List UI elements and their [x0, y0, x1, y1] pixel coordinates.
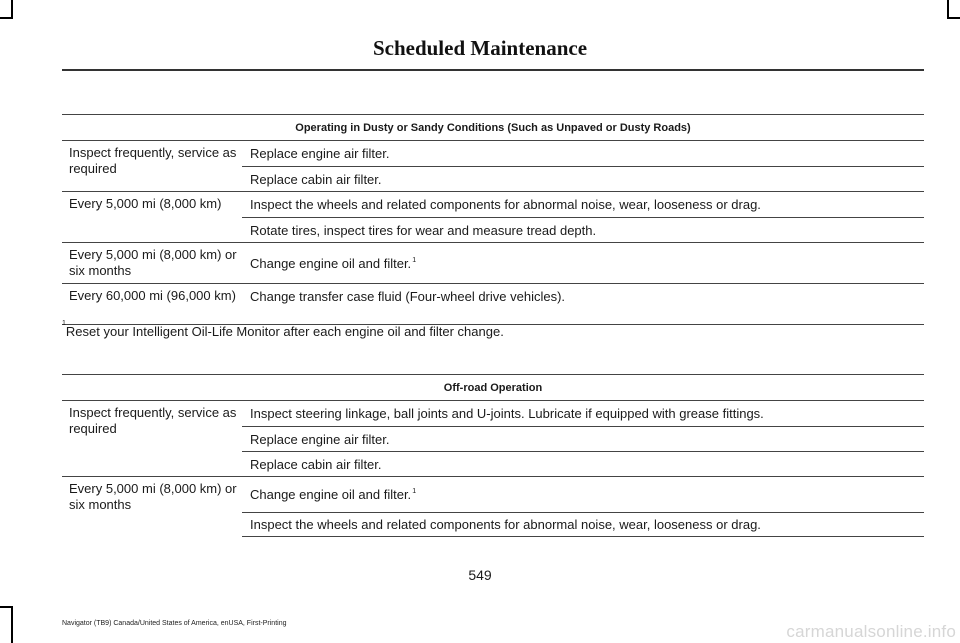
footnote-marker: 1	[412, 256, 417, 264]
watermark: carmanualsonline.info	[786, 622, 956, 641]
interval-cell: Inspect frequently, service as required	[69, 405, 237, 436]
crop-mark-bottom-left-v	[11, 607, 13, 643]
table-heading: Off-road Operation	[62, 374, 924, 401]
table-row-group	[62, 141, 924, 192]
task-cell	[242, 217, 924, 242]
task-text: Change engine oil and filter.	[250, 487, 412, 502]
task-text: Inspect steering linkage, ball joints and U-joints. Lubricate if equipped with grease fittings.	[250, 406, 764, 421]
crop-mark-top-left-v	[11, 0, 13, 18]
task-cell	[242, 284, 924, 324]
task-cell	[242, 512, 924, 537]
task-text: Inspect the wheels and related components for abnormal noise, wear, looseness or drag.	[250, 197, 761, 212]
title-divider	[62, 69, 924, 71]
crop-mark-top-right-h	[947, 17, 960, 19]
crop-mark-top-right-v	[947, 0, 949, 18]
page-title: Scheduled Maintenance	[372, 36, 588, 60]
footnote-marker: 1	[62, 320, 66, 327]
task-cell	[242, 243, 924, 283]
task-text: Replace engine air filter.	[250, 431, 390, 447]
interval-cell: Every 5,000 mi (8,000 km) or six months	[69, 481, 237, 512]
table-row-group	[62, 243, 924, 284]
task-cell	[242, 451, 924, 476]
task-text: Replace cabin air filter.	[250, 171, 382, 187]
footnote-text: Reset your Intelligent Oil-Life Monitor after each engine oil and filter change.	[65, 324, 504, 339]
task-cell	[242, 477, 924, 512]
task-text: Inspect the wheels and related components for abnormal noise, wear, looseness or drag.	[250, 517, 761, 532]
footnote	[62, 320, 504, 339]
task-text: Change transfer case fluid (Four-wheel drive vehicles).	[250, 289, 566, 304]
task-cell	[242, 426, 924, 451]
table-row-group	[62, 284, 924, 325]
maintenance-table-dusty	[62, 114, 924, 325]
print-imprint: Navigator (TB9) Canada/United States of America, enUSA, First-Printing	[62, 620, 287, 627]
task-text: Rotate tires, inspect tires for wear and measure tread depth.	[250, 222, 597, 238]
task-text: Change engine oil and filter.	[250, 255, 412, 271]
task-cell	[242, 141, 924, 166]
crop-mark-top-left-h	[0, 17, 13, 19]
footnote-marker: 1	[412, 488, 417, 495]
task-text: Replace engine air filter.	[250, 146, 390, 161]
maintenance-table-offroad	[62, 374, 924, 537]
task-cell	[242, 401, 924, 426]
table-row-group	[62, 401, 924, 477]
task-cell	[242, 192, 924, 217]
interval-cell: Every 5,000 mi (8,000 km) or six months	[69, 247, 237, 278]
table-heading: Operating in Dusty or Sandy Conditions (Such as Unpaved or Dusty Roads)	[62, 114, 924, 141]
task-text: Replace cabin air filter.	[250, 456, 382, 472]
page-number: 549	[468, 567, 492, 583]
interval-cell: Every 5,000 mi (8,000 km)	[69, 196, 222, 211]
crop-mark-bottom-left-h	[0, 606, 13, 608]
task-cell	[242, 166, 924, 191]
interval-cell: Inspect frequently, service as required	[69, 145, 237, 176]
table-row-group	[62, 192, 924, 243]
interval-cell: Every 60,000 mi (96,000 km)	[69, 288, 236, 303]
table-row-group	[62, 477, 924, 537]
